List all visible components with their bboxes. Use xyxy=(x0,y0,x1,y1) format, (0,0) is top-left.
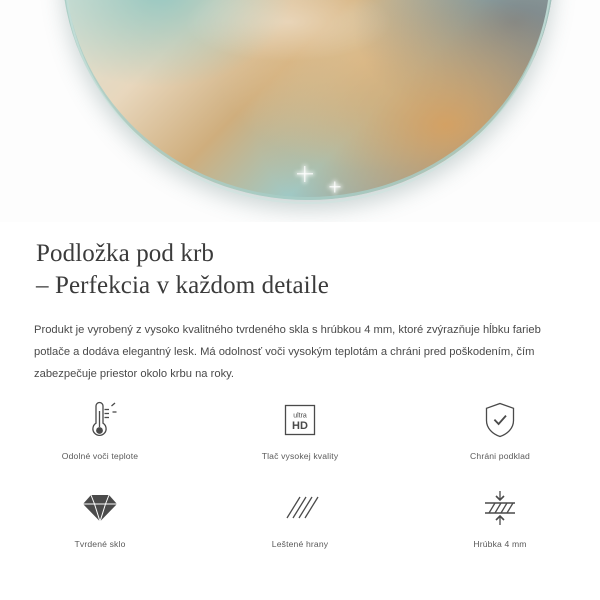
page-title xyxy=(0,222,600,302)
glass-board-artwork xyxy=(62,0,554,200)
feature-item-tempered-glass xyxy=(0,480,200,568)
hero-image-canvas xyxy=(0,0,600,222)
feature-label: Tvrdené sklo xyxy=(74,539,126,549)
feature-label: Chráni podklad xyxy=(470,451,530,461)
hero-image xyxy=(0,0,600,222)
feature-label: Leštené hrany xyxy=(271,539,329,549)
feature-label: Hrúbka 4 mm xyxy=(473,539,527,549)
diamond-icon xyxy=(80,486,120,530)
body-paragraph: Produkt je vyrobený z vysoko kvalitného tvrdeného skla s hrúbkou 4 mm, ktoré zvýrazňuje hĺbku farieb potlače a dodáva elegantný lesk. Má odolnosť voči vysokým teplotám a chráni pred poškodením, čím zabezpečuje priestor okolo krbu na roky. xyxy=(34,324,541,380)
feature-item-polished-edges xyxy=(200,480,400,568)
feature-label: Tlač vysokej kvality xyxy=(261,451,339,461)
ultra-hd-icon xyxy=(281,398,319,442)
content-block xyxy=(0,222,600,386)
thickness-arrows-icon xyxy=(479,486,521,530)
thermometer-icon xyxy=(83,398,117,442)
feature-item-print-quality xyxy=(200,392,400,480)
page-title-line-2: – Perfekcia v každom detaile xyxy=(36,272,329,299)
svg-text:HD: HD xyxy=(292,420,308,432)
feature-item-thickness xyxy=(400,480,600,568)
svg-text:ultra: ultra xyxy=(293,412,307,420)
feature-item-heat-resistance xyxy=(0,392,200,480)
feature-item-surface-protection xyxy=(400,392,600,480)
shield-check-icon xyxy=(482,398,518,442)
feature-grid xyxy=(0,392,600,568)
feature-label: Odolné voči teplote xyxy=(61,451,139,461)
page-title-line-1: Podložka pod krb xyxy=(36,240,214,267)
polished-edges-icon xyxy=(281,486,319,530)
